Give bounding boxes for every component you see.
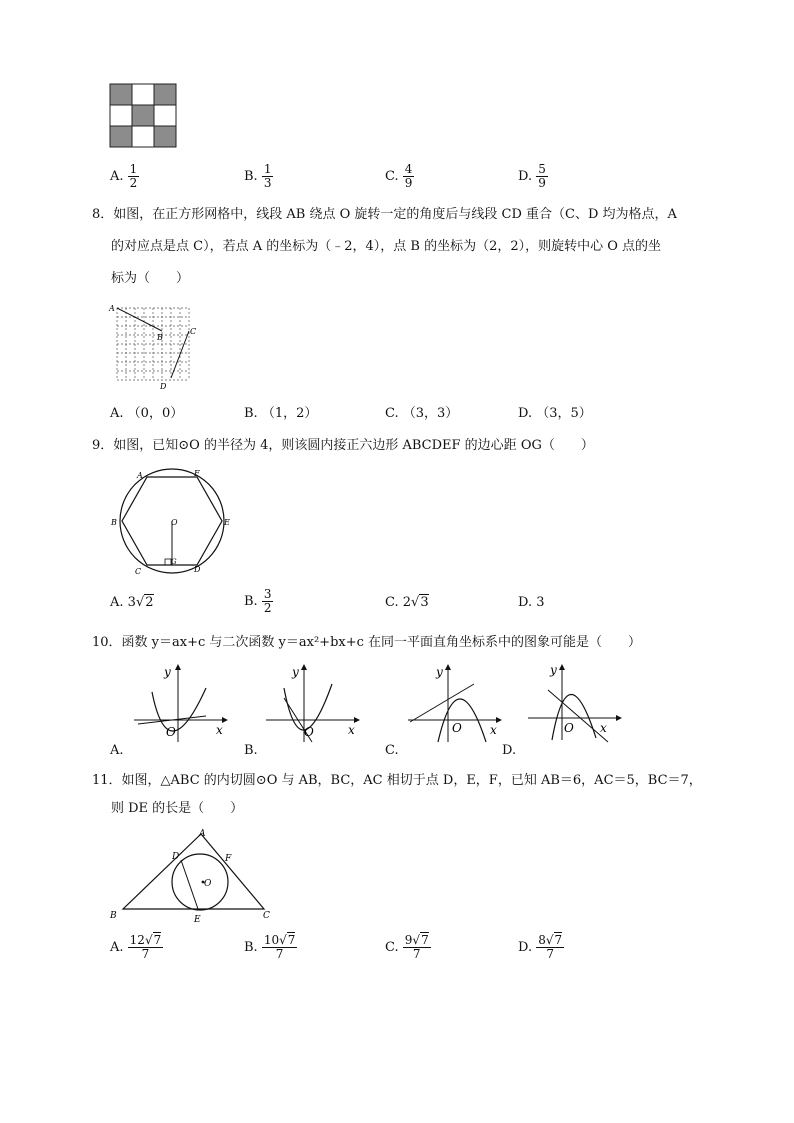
label-f: F xyxy=(225,854,232,864)
q7-option-d[interactable]: D. $\frac{5}{9}$ xyxy=(518,162,546,190)
q8-grid-figure xyxy=(108,300,200,392)
q10-graph-d xyxy=(524,660,624,744)
label-d: D xyxy=(172,852,180,862)
svg-text:x: x xyxy=(216,723,223,737)
q11-option-d[interactable]: D. $\frac{8√7}{7}$ xyxy=(518,933,563,961)
cell-white xyxy=(132,126,154,147)
cell-shaded xyxy=(110,84,132,105)
label-b: B xyxy=(111,518,117,527)
label-c: C xyxy=(135,567,142,576)
q7-checkerboard-figure xyxy=(109,83,179,149)
svg-text:O: O xyxy=(166,725,176,739)
label-c: C xyxy=(190,327,197,336)
q10-option-b[interactable]: B. xyxy=(244,743,258,758)
q9-option-a[interactable]: A. 3√2 xyxy=(110,595,154,610)
label-b: B xyxy=(157,333,163,342)
q11-triangle-figure xyxy=(108,826,278,926)
parabola xyxy=(152,688,206,731)
parabola xyxy=(284,684,332,730)
cell-white xyxy=(154,105,176,126)
q11-option-b[interactable]: B. $\frac{10√7}{7}$ xyxy=(244,933,296,961)
label-o: O xyxy=(204,879,212,889)
label-b: B xyxy=(110,911,117,921)
label-o: O xyxy=(171,518,178,527)
label-e: E xyxy=(194,915,201,925)
label-c: C xyxy=(263,911,270,921)
q11-option-c[interactable]: C. $\frac{9√7}{7}$ xyxy=(385,933,429,961)
q9-option-d[interactable]: D. 3 xyxy=(518,595,545,610)
q11-stem-line1: 11．如图，△ABC 的内切圆⊙O 与 AB，BC，AC 相切于点 D，E，F，已知 AB＝6，AC＝5，BC＝7， xyxy=(92,773,702,788)
q8-option-d[interactable]: D. （3，5） xyxy=(518,406,592,421)
segment-de xyxy=(181,860,198,909)
svg-text:O: O xyxy=(452,721,462,735)
q10-option-a[interactable]: A. xyxy=(110,743,124,758)
q8-option-b[interactable]: B. （1，2） xyxy=(244,406,318,421)
q10-stem-line1: 10．函数 y＝ax+c 与二次函数 y＝ax²+bx+c 在同一平面直角坐标系中的图象可能是（ ） xyxy=(92,635,642,650)
q10-graph-a xyxy=(130,662,230,744)
q8-stem-line3: 标为（ ） xyxy=(111,271,190,286)
segment-ab xyxy=(117,308,162,331)
label-f: F xyxy=(194,469,200,478)
label-g: G xyxy=(171,558,177,566)
q7-option-a[interactable]: A. $\frac{1}{2}$ xyxy=(110,162,138,190)
svg-text:y: y xyxy=(292,665,299,679)
line xyxy=(410,684,474,722)
cell-shaded xyxy=(154,126,176,147)
q8-stem-line2: 的对应点是点 C），若点 A 的坐标为（﹣2，4），点 B 的坐标为（2，2），则旋转中心 O 点的坐 xyxy=(111,239,662,254)
label-a: A xyxy=(199,829,206,839)
label-e: E xyxy=(224,518,230,527)
q9-hexagon-figure xyxy=(108,467,234,579)
svg-text:y: y xyxy=(550,663,557,677)
q11-option-a[interactable]: A. $\frac{12√7}{7}$ xyxy=(110,933,162,961)
q8-option-a[interactable]: A. （0，0） xyxy=(110,406,184,421)
q11-stem-line2: 则 DE 的长是（ ） xyxy=(111,801,244,816)
cell-white xyxy=(132,84,154,105)
svg-text:x: x xyxy=(600,721,607,735)
cell-shaded xyxy=(154,84,176,105)
q10-graph-c xyxy=(404,662,504,744)
q8-stem-line1: 8．如图，在正方形网格中，线段 AB 绕点 O 旋转一定的角度后与线段 CD 重合（C、D 均为格点，A xyxy=(92,207,677,222)
q10-graph-b xyxy=(262,662,362,744)
label-a: A xyxy=(109,304,115,313)
label-d: D xyxy=(160,382,167,391)
label-a: A xyxy=(137,471,143,480)
q9-option-b[interactable]: B. $\frac{3}{2}$ xyxy=(244,587,272,615)
svg-text:y: y xyxy=(436,665,443,679)
dashed-grid xyxy=(117,308,189,380)
parabola xyxy=(552,694,596,740)
q9-stem-line1: 9．如图，已知⊙O 的半径为 4，则该圆内接正六边形 ABCDEF 的边心距 OG（ ） xyxy=(92,438,594,453)
svg-text:y: y xyxy=(164,665,171,679)
cell-white xyxy=(110,105,132,126)
label-d: D xyxy=(194,565,201,574)
triangle-abc xyxy=(123,834,264,909)
q7-option-b[interactable]: B. $\frac{1}{3}$ xyxy=(244,162,272,190)
q8-option-c[interactable]: C. （3，3） xyxy=(385,406,459,421)
cell-shaded xyxy=(132,105,154,126)
svg-text:x: x xyxy=(348,723,355,737)
q10-option-c[interactable]: C. xyxy=(385,743,399,758)
q7-option-c[interactable]: C. $\frac{4}{9}$ xyxy=(385,162,413,190)
q9-option-c[interactable]: C. 2√3 xyxy=(385,595,429,610)
cell-shaded xyxy=(110,126,132,147)
incircle-o xyxy=(172,854,228,910)
q10-option-d[interactable]: D. xyxy=(502,743,517,758)
svg-text:O: O xyxy=(304,725,314,739)
svg-text:x: x xyxy=(490,723,497,737)
svg-text:O: O xyxy=(564,721,574,735)
